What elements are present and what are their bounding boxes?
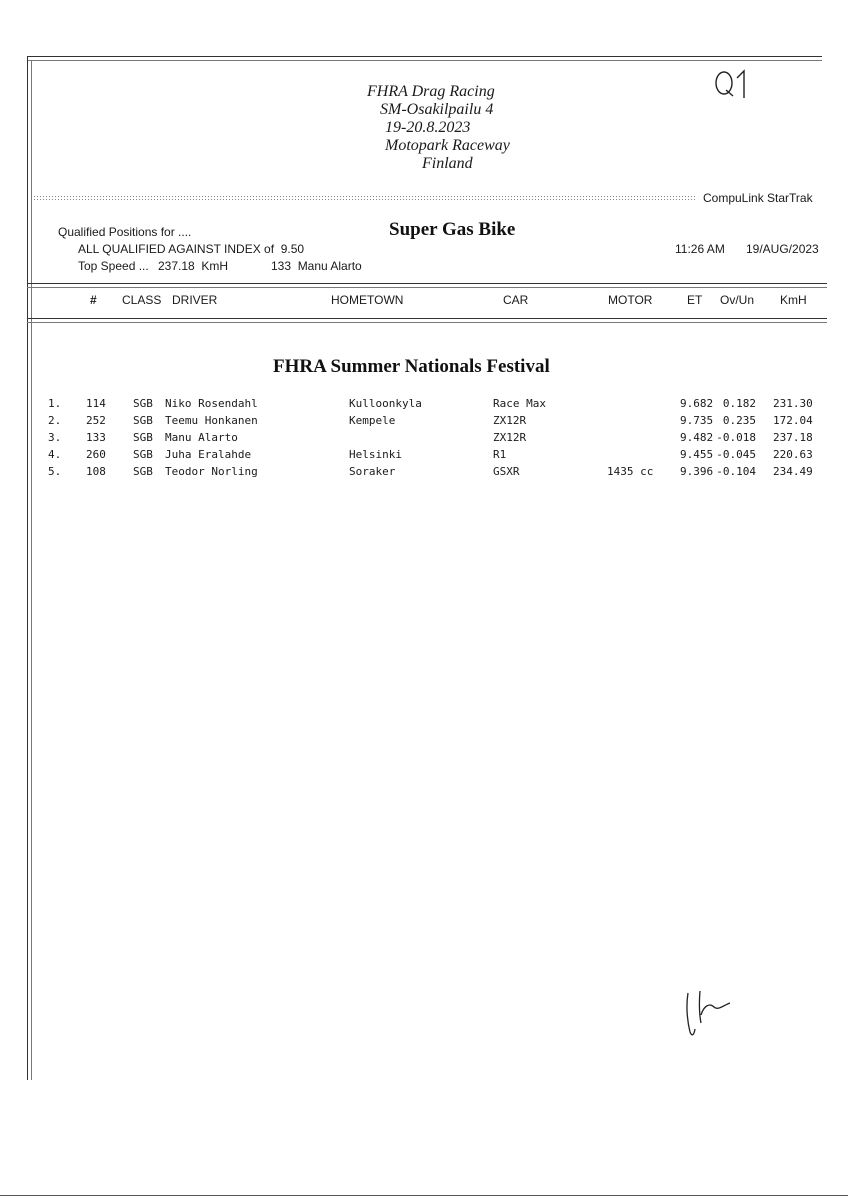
table-row [0,414,848,431]
row-kmh: 172.04 [773,414,813,427]
row-hometown: Soraker [349,465,396,478]
row-hometown: Kempele [349,414,396,427]
row-car: Race Max [493,397,546,410]
row-et: 9.735 [680,414,714,427]
header-top-line-2 [27,287,827,288]
row-kmh: 231.30 [773,397,813,410]
event-title: FHRA Drag Racing [367,83,495,100]
festival-title: FHRA Summer Nationals Festival [273,356,550,377]
col-num: # [90,293,97,307]
row-position: 2. [48,414,62,427]
col-motor: MOTOR [608,293,653,307]
top-border-line [27,56,822,57]
header-bottom-line [27,318,827,319]
qualified-for-label: Qualified Positions for .... [58,225,192,239]
col-et: ET [687,293,703,307]
class-title: Super Gas Bike [389,219,516,240]
col-driver: DRIVER [172,293,218,307]
event-venue: Motopark Raceway [385,137,510,154]
report-time: 11:26 AM [675,242,725,256]
row-driver: Juha Eralahde [165,448,252,461]
handwritten-q1-mark [712,66,757,102]
row-driver: Teemu Honkanen [165,414,258,427]
row-et: 9.396 [680,465,714,478]
row-ovun: -0.018 [716,431,756,444]
col-kmh: KmH [780,293,807,307]
row-number: 252 [86,414,106,427]
row-kmh: 220.63 [773,448,813,461]
col-class: CLASS [122,293,162,307]
results-table [0,397,848,487]
row-number: 260 [86,448,106,461]
top-speed-value: 237.18 KmH [158,259,229,273]
event-country: Finland [422,155,473,172]
row-car: ZX12R [493,414,527,427]
row-et: 9.482 [680,431,714,444]
row-number: 108 [86,465,106,478]
row-ovun: 0.235 [722,414,756,427]
left-border-line-2 [31,60,32,1080]
row-et: 9.455 [680,448,714,461]
column-header-row [0,293,848,309]
col-ovun: Ov/Un [720,293,755,307]
row-ovun: -0.104 [716,465,756,478]
table-row [0,448,848,465]
row-class: SGB [133,414,153,427]
row-position: 5. [48,465,62,478]
row-position: 1. [48,397,62,410]
table-row [0,397,848,414]
row-number: 133 [86,431,106,444]
row-class: SGB [133,397,153,410]
header-bottom-line-2 [27,322,827,323]
row-class: SGB [133,448,153,461]
row-position: 3. [48,431,62,444]
row-kmh: 234.49 [773,465,813,478]
event-dates: 19-20.8.2023 [385,119,471,136]
row-car: R1 [493,448,507,461]
row-hometown: Kulloonkyla [349,397,422,410]
row-class: SGB [133,465,153,478]
row-number: 114 [86,397,106,410]
dotted-separator [33,195,695,200]
table-row [0,465,848,482]
row-driver: Niko Rosendahl [165,397,258,410]
bottom-page-line [0,1195,848,1196]
header-top-line [27,283,827,284]
report-date: 19/AUG/2023 [746,242,819,256]
top-speed-driver: 133 Manu Alarto [271,259,362,273]
top-border-line-2 [27,60,822,61]
event-subtitle: SM-Osakilpailu 4 [380,101,494,118]
row-driver: Teodor Norling [165,465,258,478]
row-driver: Manu Alarto [165,431,238,444]
row-et: 9.682 [680,397,714,410]
col-hometown: HOMETOWN [331,293,404,307]
row-ovun: -0.045 [716,448,756,461]
left-border-line [27,56,28,1080]
row-car: ZX12R [493,431,527,444]
col-car: CAR [503,293,529,307]
row-position: 4. [48,448,62,461]
index-line: ALL QUALIFIED AGAINST INDEX of 9.50 [78,242,305,256]
top-speed-label: Top Speed ... [78,259,149,273]
row-hometown: Helsinki [349,448,402,461]
row-motor: 1435 cc [607,465,654,478]
row-kmh: 237.18 [773,431,813,444]
software-credit: CompuLink StarTrak [703,191,813,205]
row-car: GSXR [493,465,520,478]
row-class: SGB [133,431,153,444]
handwritten-initials [678,985,748,1040]
table-row [0,431,848,448]
row-ovun: 0.182 [722,397,756,410]
